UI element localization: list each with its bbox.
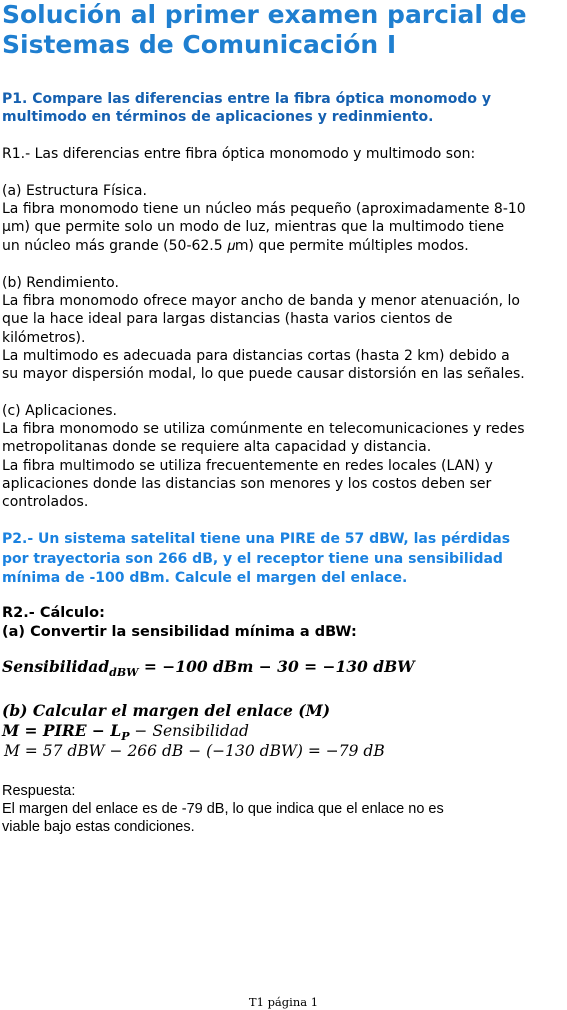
question-p1	[2, 90, 564, 126]
answer-line: El margen del enlace es de -79 dB, lo que indica que el enlace no es	[2, 801, 444, 818]
paragraph-line: La multimodo es adecuada para distancias cortas (hasta 2 km) debido a	[2, 347, 510, 364]
question-line: multimodo en términos de aplicaciones y redinmiento.	[2, 109, 434, 126]
paragraph-line: controlados.	[2, 494, 89, 511]
paragraph-line: aplicaciones donde las distancias son menores y los costos deben ser	[2, 475, 492, 492]
equation-sensitivity	[2, 657, 415, 679]
paragraph-line: un núcleo más grande (50-62.5 𝜇m) que permite múltiples modos.	[2, 237, 469, 254]
section-structure	[2, 182, 564, 255]
section-heading: (c) Aplicaciones.	[2, 403, 117, 419]
page-footer: T1 página 1	[248, 995, 319, 1009]
paragraph-line: La fibra monomodo se utiliza comúnmente en telecomunicaciones y redes	[2, 421, 525, 438]
paragraph-line: La fibra monomodo ofrece mayor ancho de banda y menor atenuación, lo	[2, 293, 520, 310]
answer-block	[2, 782, 564, 837]
question-line: P2.- Un sistema satelital tiene una PIRE de 57 dBW, las pérdidas	[2, 531, 511, 547]
section-applications	[2, 402, 564, 511]
paragraph-line: metropolitanas donde se requiere alta capacidad y distancia.	[2, 439, 432, 456]
page-title	[2, 0, 562, 60]
question-line: mínima de -100 dBm. Calcule el margen del enlace.	[2, 570, 408, 586]
equation-subscript: dBW	[109, 666, 139, 680]
question-line: P1. Compare las diferencias entre la fibra óptica monomodo y	[2, 91, 491, 107]
equation-text: M = PIRE − L	[2, 721, 122, 740]
equation-text: = −100 dBm − 30 = −130 dBW	[138, 657, 415, 676]
question-p2	[2, 530, 564, 589]
step-a-heading: (a) Convertir la sensibilidad mínima a dBW:	[2, 624, 357, 640]
paragraph-line: La fibra monomodo tiene un núcleo más pequeño (aproximadamente 8-10	[2, 201, 526, 218]
paragraph-line: su mayor dispersión modal, lo que puede causar distorsión en las señales.	[2, 366, 525, 383]
calc-heading: R2.- Cálculo:	[2, 605, 105, 621]
paragraph-line: que la hace ideal para largas distancias (hasta varios cientos de	[2, 311, 453, 328]
paragraph-line: kilómetros).	[2, 329, 86, 346]
section-heading: (b) Rendimiento.	[2, 275, 119, 291]
equation-margin-result: M = 57 dBW − 266 dB − (−130 dBW) = −79 dB	[4, 742, 385, 760]
title-line: Solución al primer examen parcial de	[2, 0, 527, 29]
equation-subscript: P	[121, 730, 130, 744]
question-line: por trayectoria son 266 dB, y el receptor tiene una sensibilidad	[2, 550, 503, 567]
equation-text: Sensibilidad	[2, 657, 110, 676]
paragraph-line: La fibra multimodo se utiliza frecuentemente en redes locales (LAN) y	[2, 457, 493, 474]
paragraph-line: μm) que permite solo un modo de luz, mientras que la multimodo tiene	[2, 219, 505, 236]
answer-intro: R1.- Las diferencias entre fibra óptica monomodo y multimodo son:	[2, 146, 476, 162]
equation-text: − Sensibilidad	[129, 722, 249, 740]
answer-label: Respuesta:	[2, 783, 76, 799]
section-heading: (a) Estructura Física.	[2, 183, 147, 199]
step-b-heading: (b) Calcular el margen del enlace (M)	[2, 701, 331, 720]
equation-margin-formula	[2, 721, 249, 743]
answer-line: viable bajo estas condiciones.	[2, 819, 195, 836]
title-line: Sistemas de Comunicación I	[2, 30, 397, 59]
section-performance	[2, 274, 564, 383]
